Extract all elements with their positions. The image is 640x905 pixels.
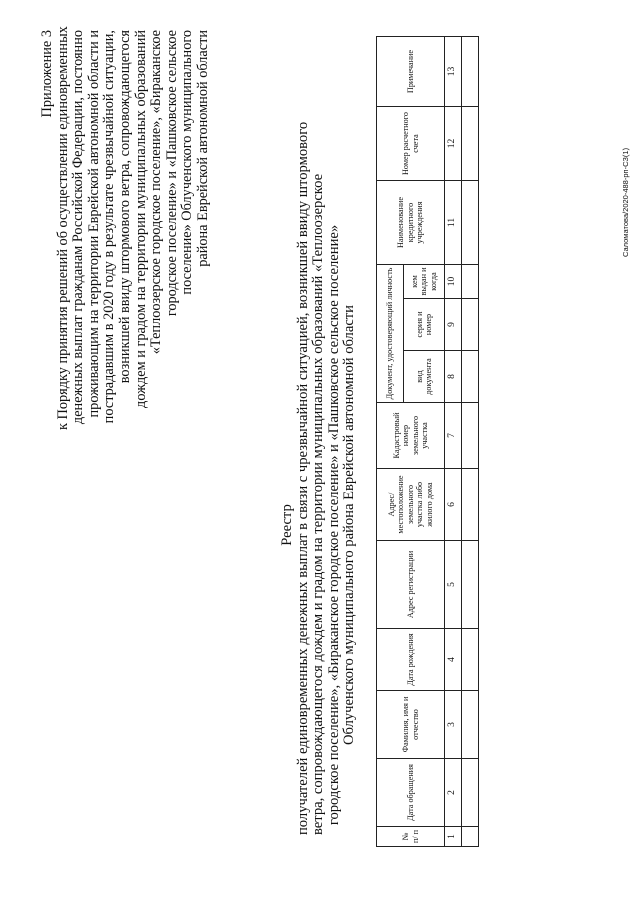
appendix-line: к Порядку принятия решений об осуществлении единовременных: [54, 26, 71, 430]
appendix-line: денежных выплат гражданам Российской Федерации, постоянно: [70, 30, 87, 425]
table-cell: [462, 759, 479, 827]
table-cell: [462, 403, 479, 469]
column-number: 5: [445, 541, 462, 629]
table-cell: [462, 541, 479, 629]
col-header-birth: Дата рождения: [377, 629, 445, 691]
column-number: 4: [445, 629, 462, 691]
appendix-line: поселение» Облученского муниципального: [179, 30, 196, 295]
column-number: 6: [445, 469, 462, 541]
column-number: 1: [445, 827, 462, 847]
col-header-no: № п/ п: [377, 827, 445, 847]
table-row: [462, 37, 479, 847]
appendix-line: возникшей ввиду штормового ветра, сопровождающегося: [116, 30, 133, 384]
appendix-line: проживающим на территории Еврейской автономной области и: [85, 30, 102, 418]
col-header-date: Дата обращения: [377, 759, 445, 827]
column-number: 3: [445, 691, 462, 759]
table-cell: [462, 265, 479, 299]
col-header-address: Адрес регистрации: [377, 541, 445, 629]
column-number: 2: [445, 759, 462, 827]
col-header-doc-series: серия и номер: [404, 299, 445, 351]
table-cell: [462, 181, 479, 265]
title-line: ветра, сопровождающегося дождем и градом на территории муниципальных образований «Теплоозерское: [310, 173, 327, 835]
appendix-line: Приложение 3: [39, 30, 55, 118]
appendix-line: городское поселение» и «Пашковское сельское: [163, 30, 180, 317]
appendix-line: района Еврейской автономной области: [194, 30, 211, 267]
title-line: получателей единовременных денежных выплат в связи с чрезвычайной ситуацией, возникшей ввиду штормового: [294, 121, 311, 835]
appendix-block: [39, 26, 212, 430]
column-number: 13: [445, 37, 462, 107]
col-header-doc-issued: кем выдан и когда: [404, 265, 445, 299]
col-header-fio: Фамилия, имя и отчество: [377, 691, 445, 759]
col-header-note: Примечание: [377, 37, 445, 107]
column-number: 8: [445, 351, 462, 403]
table-cell: [462, 37, 479, 107]
table-cell: [462, 629, 479, 691]
table-cell: [462, 107, 479, 181]
appendix-line: «Теплоозерское городское поселение», «Бираканское: [148, 30, 165, 355]
register-table: [376, 36, 479, 847]
appendix-line: дождем и градом на территории муниципальных образований: [132, 30, 149, 408]
table-cell: [462, 827, 479, 847]
document-stamp: Саломатова/2020-488-рп-СЗ(1): [621, 147, 630, 257]
table-cell: [462, 691, 479, 759]
column-number: 12: [445, 107, 462, 181]
col-header-doc-type: вид документа: [404, 351, 445, 403]
table-cell: [462, 299, 479, 351]
table-cell: [462, 469, 479, 541]
col-header-account: Номер расчетного счета: [377, 107, 445, 181]
table-row: [445, 37, 462, 847]
col-header-cadastr: Кадастровый номер земельного участка: [377, 403, 445, 469]
column-number: 10: [445, 265, 462, 299]
title-heading: Реестр: [279, 504, 295, 546]
col-header-site: Адрес/ местоположение земельного участка либо жилого дома: [377, 469, 445, 541]
title-line: Облученского муниципального района Еврейской автономной области: [341, 305, 358, 745]
col-header-bank: Наименование кредитного учреждения: [377, 181, 445, 265]
column-number: 7: [445, 403, 462, 469]
table-cell: [462, 351, 479, 403]
appendix-line: пострадавшим в 2020 году в результате чрезвычайной ситуации,: [101, 30, 118, 424]
register-title: [279, 121, 358, 835]
title-line: городское поселение», «Бираканское городское поселение» и «Пашковское сельское поселение»: [325, 224, 342, 826]
column-number: 9: [445, 299, 462, 351]
col-header-document: Документ, удостоверяющий личность: [377, 265, 404, 403]
column-number: 11: [445, 181, 462, 265]
